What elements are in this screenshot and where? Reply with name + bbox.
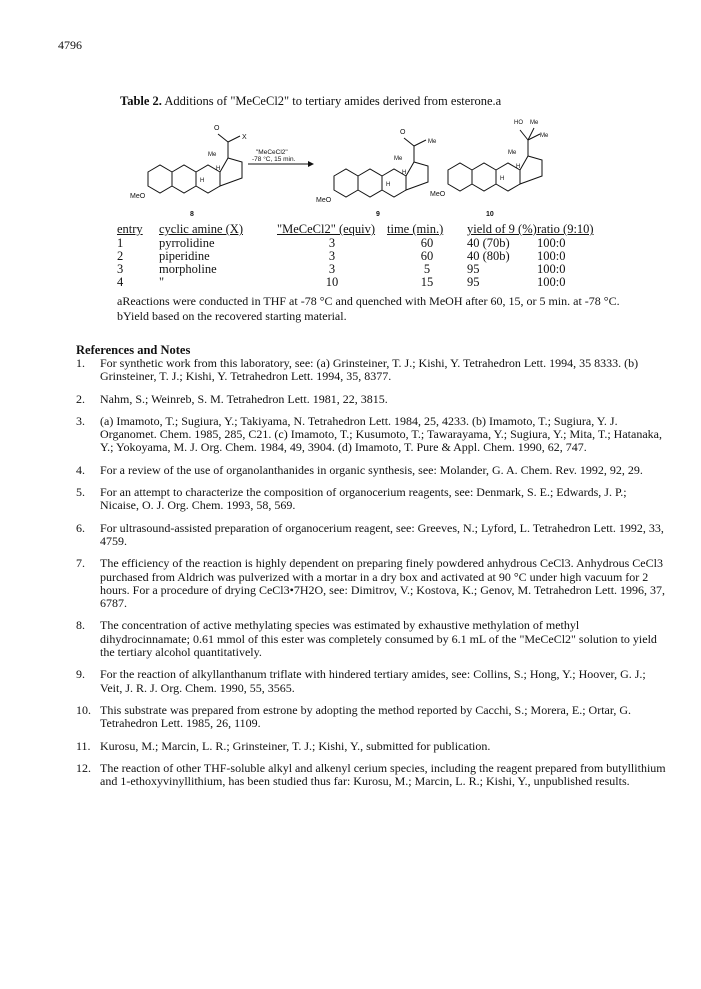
cell-yield: 95	[467, 262, 480, 276]
reference-text: The reaction of other THF-soluble alkyl and alkenyl cerium species, including the reagent prepared from butyllithium and 1-ethoxyvinyllithium, has been studied thus far: Kurosu, M.; Marcin, L. R.; Kishi, Y., unpublished results.	[100, 760, 666, 789]
table-caption-text: Additions of "MeCeCl2" to tertiary amides derived from esterone.a	[164, 94, 502, 108]
compound-10-me3: Me	[540, 133, 549, 139]
reference-item	[76, 762, 666, 789]
reference-number: 8.	[76, 618, 85, 633]
references-heading: References and Notes	[76, 343, 191, 357]
compound-9-me1: Me	[394, 156, 403, 162]
compound-8-structure	[148, 134, 242, 193]
reference-text: For synthetic work from this laboratory, see: (a) Grinsteiner, T. J.; Kishi, Y. Tetrahedron Lett. 1994, 35 8333. (b) Grinsteiner, T. J.; Kishi, Y. Tetrahedron Lett. 1994, 35, 8377.	[100, 356, 639, 384]
table-row	[117, 276, 597, 289]
reference-text: This substrate was prepared from estrone by adopting the method reported by Cacchi, S.; Morera, E.; Ortar, G. Tetrahedron Lett. 1985, 26, 1109.	[100, 702, 632, 731]
reference-number: 4.	[76, 462, 85, 477]
cell-equiv: 3	[328, 249, 336, 263]
conditions-label: -78 °C, 15 min.	[252, 156, 296, 163]
footnote-b: bYield based on the recovered starting material.	[117, 309, 347, 323]
reference-text: Kurosu, M.; Marcin, L. R.; Grinsteiner, T. J.; Kishi, Y., submitted for publication.	[100, 738, 491, 753]
cell-amine: pyrrolidine	[159, 236, 215, 250]
reference-item	[76, 522, 666, 549]
cell-time: 60	[420, 249, 434, 263]
compound-8-me: Me	[208, 152, 217, 158]
table-row	[117, 263, 597, 276]
compound-8-o: O	[214, 125, 220, 132]
compound-8-h1: H	[200, 178, 205, 184]
table-header-row	[117, 222, 597, 237]
reference-text: The concentration of active methylating species was estimated by exhaustive methylation of methyl dihydrocinnamate; 0.61 mmol of this ester was completely consumed by 6.1 mL of the "MeCeCl2" solution to yield the tertiary alcohol quantitatively.	[100, 618, 657, 660]
cell-amine: "	[159, 275, 165, 289]
cell-ratio: 100:0	[537, 236, 566, 250]
reference-item	[76, 464, 666, 477]
cell-equiv: 3	[328, 262, 336, 276]
header-entry: entry	[117, 222, 143, 236]
reference-number: 10.	[76, 702, 91, 717]
compound-10-h1: H	[500, 176, 505, 182]
cell-equiv: 3	[328, 236, 336, 250]
compound-label-10: 10	[486, 211, 494, 218]
table-caption	[120, 94, 501, 109]
reference-item	[76, 619, 666, 659]
cell-ratio: 100:0	[537, 249, 566, 263]
reference-item	[76, 486, 666, 513]
compound-10-h2: H	[516, 164, 521, 170]
reference-number: 2.	[76, 391, 85, 406]
compound-10-meo: MeO	[430, 191, 446, 198]
compound-10-structure	[448, 128, 542, 191]
cell-yield: 40 (80b)	[467, 249, 510, 263]
results-table	[117, 222, 597, 289]
reference-text: Nahm, S.; Weinreb, S. M. Tetrahedron Lett. 1981, 22, 3815.	[100, 391, 388, 406]
cell-entry: 3	[117, 262, 124, 276]
cell-time: 5	[423, 262, 431, 276]
compound-9-h2: H	[402, 170, 407, 176]
table-label: Table 2.	[120, 94, 162, 108]
cell-ratio: 100:0	[537, 275, 566, 289]
cell-amine: morpholine	[159, 262, 217, 276]
header-cyclic-amine: cyclic amine (X)	[159, 222, 243, 236]
cell-yield: 95	[467, 275, 480, 289]
compound-8-h2: H	[216, 166, 221, 172]
compound-8-x: X	[242, 134, 247, 141]
reference-item	[76, 393, 666, 406]
reference-number: 12.	[76, 760, 91, 775]
reference-item	[76, 668, 666, 695]
cell-yield: 40 (70b)	[467, 236, 510, 250]
compound-label-8: 8	[190, 211, 194, 218]
references-list	[76, 357, 666, 797]
reagent-label: "MeCeCl2"	[256, 149, 288, 156]
compound-label-9: 9	[376, 211, 380, 218]
reference-item	[76, 704, 666, 731]
compound-8-meo: MeO	[130, 193, 146, 200]
reference-text: (a) Imamoto, T.; Sugiura, Y.; Takiyama, N. Tetrahedron Lett. 1984, 25, 4233. (b) Imamoto, T.; Sugiura, Y. J. Organomet. Chem. 1985, 285, C21. (c) Imamoto, T.; Kusumoto, T.; Tawarayama, Y.; Sugiura, Y.; Mita, T.; Hatanaka, Y.; Yokoyama, M. J. Org. Chem. 1984, 49, 3904. (d) Imamoto, T. Pure & Appl. Chem. 1990, 62, 747.	[100, 413, 662, 455]
compound-9-structure	[334, 138, 428, 197]
cell-time: 60	[420, 236, 434, 250]
reference-text: For ultrasound-assisted preparation of organocerium reagent, see: Greeves, N.; Lyford, L. Tetrahedron Lett. 1992, 33, 4759.	[100, 520, 664, 548]
reference-number: 6.	[76, 520, 85, 535]
reaction-scheme	[130, 112, 570, 220]
reference-number: 9.	[76, 667, 85, 682]
reference-number: 3.	[76, 413, 85, 428]
arrow-head	[308, 161, 314, 167]
compound-9-me2: Me	[428, 139, 437, 145]
footnote-a: aReactions were conducted in THF at -78 °C and quenched with MeOH after 60, 15, or 5 min. at -78 °C.	[117, 294, 620, 308]
reference-number: 7.	[76, 556, 85, 571]
reference-text: For an attempt to characterize the composition of organocerium reagents, see: Denmark, S. E.; Edwards, J. P.; Nicaise, O. J. Org. Chem. 1993, 58, 569.	[100, 485, 627, 513]
reference-text: For the reaction of alkyllanthanum triflate with hindered tertiary amides, see: Collins, S.; Hong, Y.; Hoover, G. J.; Veit, J. R. J. Org. Chem. 1990, 55, 3565.	[100, 667, 646, 695]
compound-9-o: O	[400, 129, 406, 136]
reference-text: The efficiency of the reaction is highly dependent on preparing finely powdered anhydrous CeCl3. Anhydrous CeCl3 purchased from Aldrich was pulverized with a mortar in a dry box and activated at 90 °C under high vacuum for 2 hours. For a procedure of drying CeCl3•7H2O, see: Dimitrov, V.; Kostova, K.; Genov, M. Tetrahedron Lett. 1996, 37, 6787.	[100, 556, 666, 611]
reference-text: For a review of the use of organolanthanides in organic synthesis, see: Molander, G. A. Chem. Rev. 1992, 92, 29.	[100, 462, 643, 477]
cell-ratio: 100:0	[537, 262, 566, 276]
cell-equiv: 10	[325, 275, 339, 289]
cell-time: 15	[420, 275, 434, 289]
compound-9-h1: H	[386, 182, 391, 188]
page-number: 4796	[58, 38, 82, 52]
cell-entry: 1	[117, 236, 124, 250]
cell-amine: piperidine	[159, 249, 210, 263]
reference-number: 1.	[76, 356, 85, 370]
header-reagent-equiv: "MeCeCl2" (equiv)	[277, 222, 376, 236]
reference-number: 11.	[76, 738, 91, 753]
header-yield: yield of 9 (%)	[467, 222, 537, 236]
compound-10-me2: Me	[530, 120, 539, 126]
reference-item	[76, 357, 666, 384]
reference-item	[76, 740, 666, 753]
cell-entry: 2	[117, 249, 124, 263]
cell-entry: 4	[117, 275, 124, 289]
reference-item	[76, 415, 666, 455]
reference-number: 5.	[76, 485, 85, 500]
compound-10-ho: HO	[514, 120, 523, 126]
header-time: time (min.)	[387, 222, 444, 236]
table-footnotes	[117, 294, 637, 324]
compound-9-meo: MeO	[316, 197, 332, 204]
header-ratio: ratio (9:10)	[537, 222, 594, 236]
compound-10-me1: Me	[508, 150, 517, 156]
reference-item	[76, 557, 666, 610]
